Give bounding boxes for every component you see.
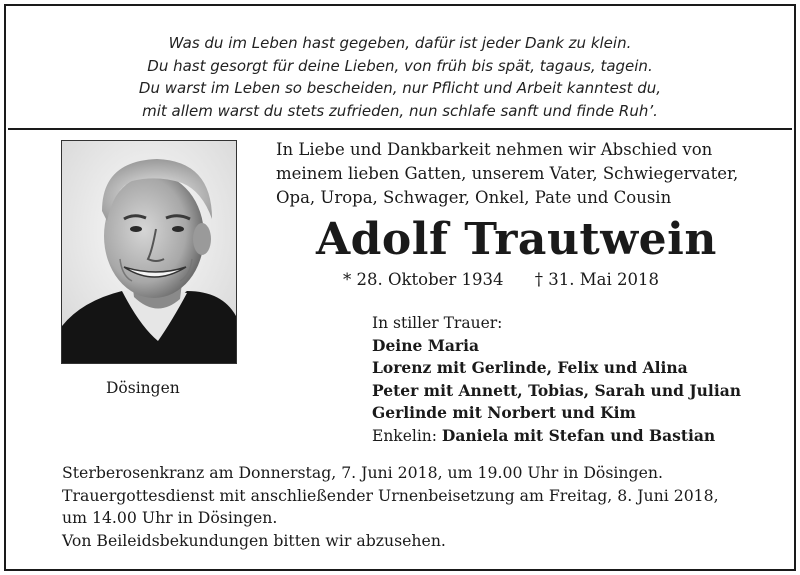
place-caption: Dösingen [106, 379, 180, 397]
mourner-line: Peter mit Annett, Tobias, Sarah und Julian [372, 380, 742, 400]
grandchild-line [372, 425, 741, 448]
death-date: † 31. Mai 2018 [534, 270, 660, 289]
intro-line: meinem lieben Gatten, unserem Vater, Schwiegervater, [276, 164, 739, 183]
mourner-line: Lorenz mit Gerlinde, Felix und Alina [372, 358, 688, 377]
obituary-frame [4, 4, 796, 571]
note-line: Sterberosenkranz am Donnerstag, 7. Juni 2018, um 19.00 Uhr in Dösingen. [62, 463, 663, 482]
portrait-photo [61, 140, 237, 364]
poem-line: Was du im Leben hast gegeben, dafür ist jeder Dank zu klein. [168, 34, 632, 52]
grandchild-names: Daniela mit Stefan und Bastian [441, 425, 716, 445]
poem [6, 32, 794, 122]
mourners-heading: In stiller Trauer: [372, 314, 503, 332]
intro-line: In Liebe und Dankbarkeit nehmen wir Abschied von [276, 140, 713, 159]
poem-line: Du warst im Leben so bescheiden, nur Pflicht und Arbeit kanntest du, [138, 79, 662, 97]
note-line: um 14.00 Uhr in Dösingen. [62, 508, 278, 528]
note-line: Trauergottesdienst mit anschließender Urnenbeisetzung am Freitag, 8. Juni 2018, [62, 485, 719, 505]
intro-text [276, 138, 738, 210]
mourner-line: Deine Maria [372, 335, 480, 355]
intro-line: Opa, Uropa, Schwager, Onkel, Pate und Cousin [276, 188, 672, 207]
note-line: Von Beileidsbekundungen bitten wir abzusehen. [62, 530, 446, 550]
mourner-line: Gerlinde mit Norbert und Kim [372, 403, 636, 422]
mourners-list [372, 312, 741, 447]
birth-date: * 28. Oktober 1934 [343, 270, 504, 289]
poem-line: Du hast gesorgt für deine Lieben, von früh bis spät, tagaus, tagein. [147, 56, 653, 75]
service-notes [62, 462, 719, 552]
grandchild-label: Enkelin: [372, 426, 437, 445]
poem-line: mit allem warst du stets zufrieden, nun schlafe sanft und finde Ruh’. [142, 101, 658, 120]
life-dates [343, 270, 659, 289]
deceased-name: Adolf Trautwein [316, 214, 717, 265]
divider-line [8, 128, 792, 130]
